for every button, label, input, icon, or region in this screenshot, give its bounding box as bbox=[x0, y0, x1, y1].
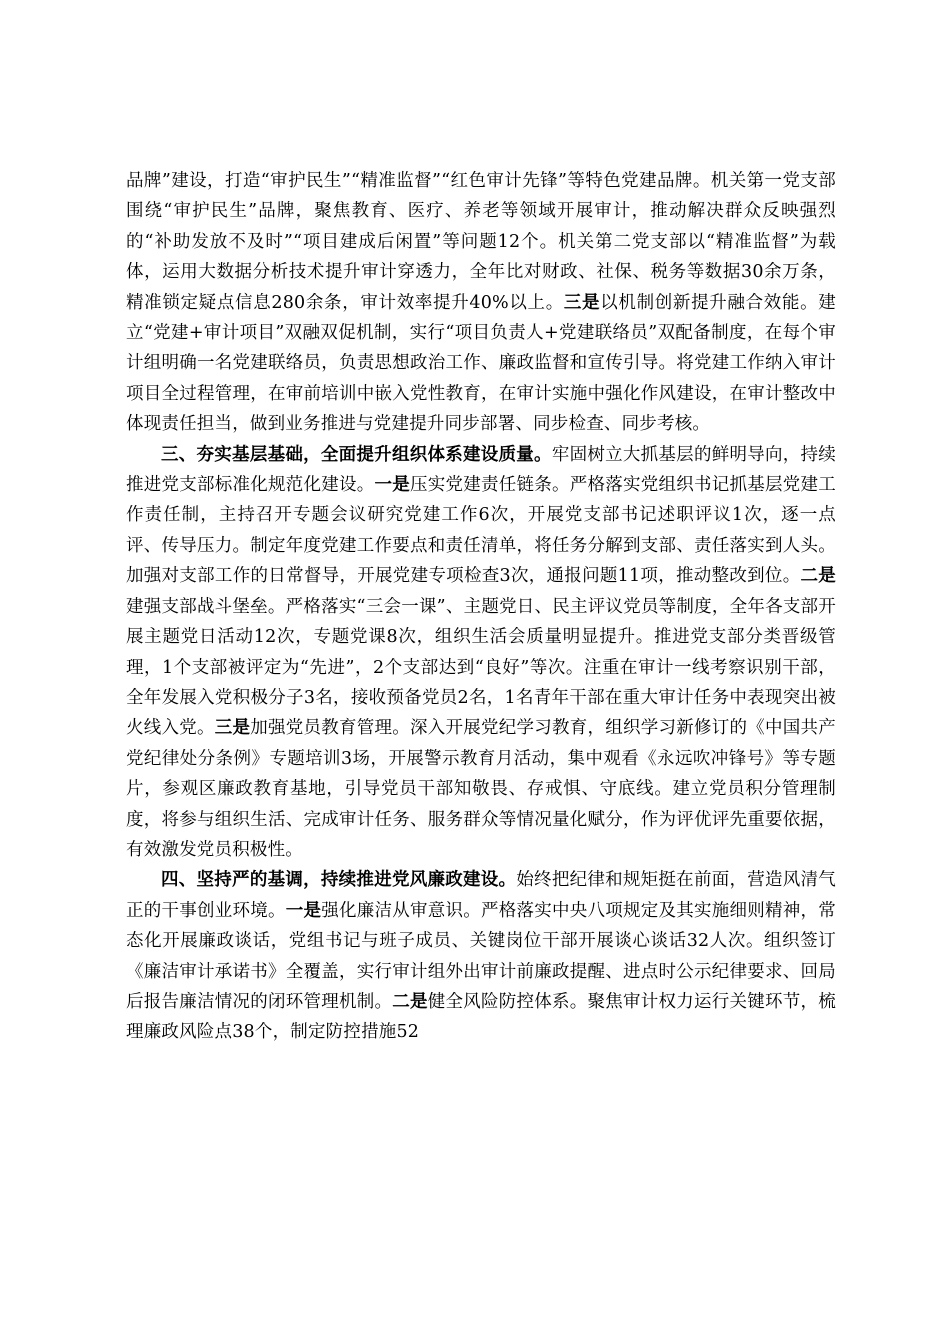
section-heading: 四、坚持严的基调，持续推进党风廉政建设。 bbox=[161, 870, 517, 891]
bold-lead-text: 一是 bbox=[285, 900, 322, 921]
text-span: 以机制创新提升融合效能。建立“党建+审计项目”双融双促机制，实行“项目负责人+党建联络员”双配备制度，在每个审计组明确一名党建联络员，负责思想政治工作、廉政监督和宣传引导。将党建工作纳入审计项目全过程管理，在审前培训中嵌入党性教育，在审计实施中强化作风建设，在审计整改中体现责任担当，做到业务推进与党建提升同步部署、同步检查、同步考核。 bbox=[126, 292, 836, 435]
text-span: 始终把纪律和规矩挺在前面，营造风清气正的干事创业环境。 bbox=[126, 870, 836, 921]
bold-lead-text: 二是 bbox=[800, 566, 837, 587]
text-span: 加强党员教育管理。深入开展党纪学习教育，组织学习新修订的《中国共产党纪律处分条例》专题培训3场，开展警示教育月活动，集中观看《永远吹冲锋号》等专题片，参观区廉政教育基地，引导党员干部知敬畏、存戒惧、守底线。建立党员积分管理制度，将参与组织生活、完成审计任务、服务群众等情况量化赋分，作为评优评先重要依据，有效激发党员积极性。 bbox=[126, 718, 837, 860]
text-span: 建强支部战斗堡垒。严格落实“三会一课”、主题党日、民主评议党员等制度，全年各支部开展主题党日活动12次，专题党课8次，组织生活会质量明显提升。推进党支部分类晋级管理，1个支部被评定为“先进”，2个支部达到“良好”等次。注重在审计一线考察识别干部，全年发展入党积极分子3名，接收预备党员2名，1名青年干部在重大审计任务中表现突出被火线入党。 bbox=[126, 596, 836, 739]
document-body bbox=[126, 166, 836, 1048]
text-span: 品牌”建设，打造“审护民生”“精准监督”“红色审计先锋”等特色党建品牌。机关第一党支部围绕“审护民生”品牌，聚焦教育、医疗、养老等领域开展审计，推动解决群众反映强烈的“补助发放不及时”“项目建成后闲置”等问题12个。机关第二党支部以“精准监督”为载体，运用大数据分析技术提升审计穿透力，全年比对财政、社保、税务等数据30余万条，精准锁定疑点信息280余条，审计效率提升40%以上。 bbox=[126, 171, 836, 313]
text-span: 牢固树立大抓基层的鲜明导向，持续推进党支部标准化规范化建设。 bbox=[126, 444, 836, 496]
paragraph-section-four bbox=[126, 865, 836, 1047]
paragraph-section-three bbox=[126, 440, 836, 866]
bold-lead-text: 二是 bbox=[392, 991, 428, 1012]
text-span: 健全风险防控体系。聚焦审计权力运行关键环节，梳理廉政风险点38个，制定防控措施52 bbox=[126, 991, 836, 1043]
section-heading: 三、夯实基层基础，全面提升组织体系建设质量。 bbox=[161, 444, 552, 465]
paragraph-party-branding bbox=[126, 166, 836, 440]
text-span: 压实党建责任链条。严格落实党组织书记抓基层党建工作责任制，主持召开专题会议研究党建工作6次，开展党支部书记述职评议1次，逐一点评、传导压力。制定年度党建工作要点和责任清单，将任务分解到支部、责任落实到人头。加强对支部工作的日常督导，开展党建专项检查3次，通报问题11项，推动整改到位。 bbox=[126, 475, 836, 587]
bold-lead-text: 三是 bbox=[563, 292, 601, 313]
bold-lead-text: 三是 bbox=[214, 718, 251, 739]
bold-lead-text: 一是 bbox=[374, 475, 411, 496]
text-span: 强化廉洁从审意识。严格落实中央八项规定及其实施细则精神，常态化开展廉政谈话，党组书记与班子成员、关键岗位干部开展谈心谈话32人次。组织签订《廉洁审计承诺书》全覆盖，实行审计组外出审计前廉政提醒、进点时公示纪律要求、回局后报告廉洁情况的闭环管理机制。 bbox=[126, 900, 836, 1012]
